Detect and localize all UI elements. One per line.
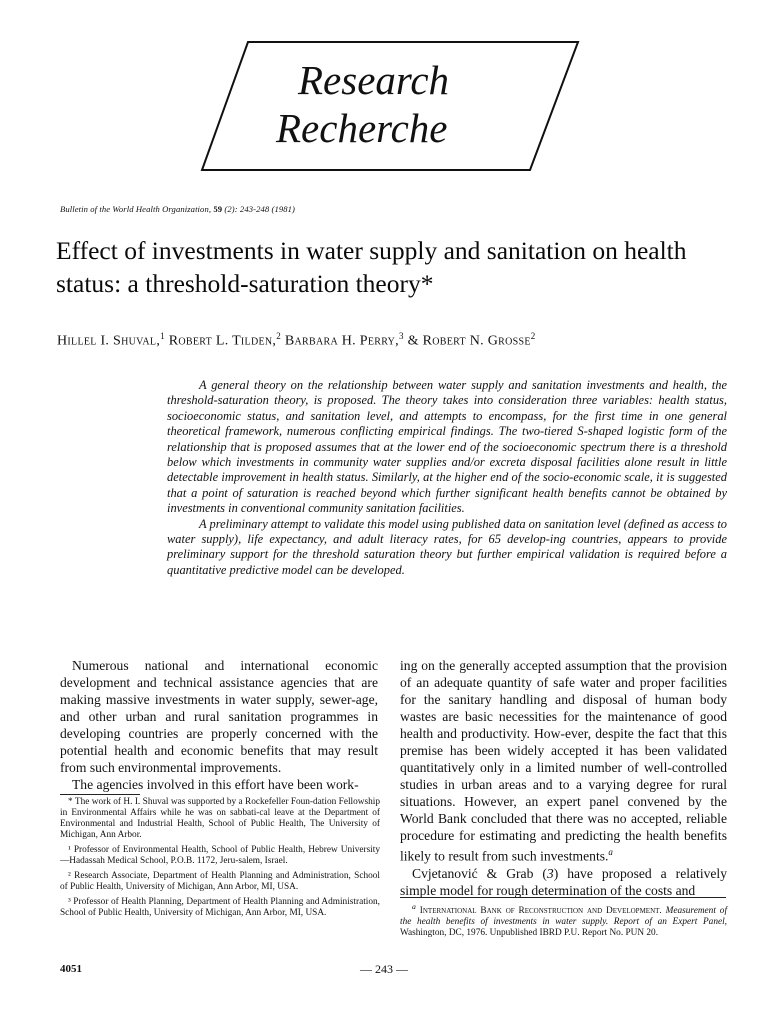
journal-volume: 59 [213,204,223,214]
reference-number: 3 [546,865,554,881]
body-paragraph [400,657,727,865]
journal-details: (2): 243-248 (1981) [224,204,296,214]
author-affiliation-mark: 2 [276,331,282,341]
footnote-title: Measurement of the health benefits of investments in water supply. Report of an Expert Panel, [400,906,728,928]
footnote-divider [60,794,140,795]
body-paragraph: Numerous national and international economic development and technical assistance agencies that are making massive investments in water supply, sewer-age, and other urban and rural sanitation programmes in developing countries are properly concerned with the potential health and economic benefits that may result from such environmental improvements. [60,658,378,775]
body-text: ing on the generally accepted assumption that the provision of an adequate quantity of safe water and proper facilities for the sanitary handling and disposal of human body wastes are basic necessities for the maintenance of good health and productivity. How-ever, despite the fact that this premise has been widely accepted it has been validated quantitatively only in a limited number of well-controlled studies in urban areas and to a varying degree for rural situations. However, an expert panel convened by the World Bank concluded that there was no accepted, reliable procedure for estimating and predicting the health benefits likely to result from such investments. [400,658,727,864]
footnotes-left [60,797,380,923]
author-affiliation-mark: 2 [530,331,536,341]
body-text: Cvjetanović & Grab ( [412,865,547,881]
author-list [57,331,737,350]
footnote: * The work of H. I. Shuval was supported by a Rockefeller Foun-dation Fellowship in Environmental Affairs while he was on sabbati-cal leave at the Department of Environmental and Industrial Health, School of Public Health, The University of Michigan, Ann Arbor. [60,797,380,840]
banner-title-english: Research [298,57,450,103]
body-paragraph: The agencies involved in this effort have been work- [72,777,359,792]
abstract [167,378,727,578]
body-text: ) have proposed a relatively simple model for rough determination of the costs and [400,865,728,898]
footnote-mark: a [608,847,613,857]
abstract-paragraph: A preliminary attempt to validate this model using published data on sanitation level (defined as access to water supply), life expectancy, and adult literacy rates, for 65 develop-ing countries, appears to provide preliminary support for the threshold saturation theory but further empirical validation is required before a quantitative predictive model can be developed. [167,516,727,577]
footnote-mark: a [412,902,416,911]
author-affiliation-mark: 3 [399,331,404,341]
page-number: — 243 — [360,962,408,976]
document-code: 4051 [60,963,82,975]
body-column-right [400,657,727,899]
footnote-right [400,901,727,939]
abstract-paragraph: A general theory on the relationship between water supply and sanitation investments and health, the threshold-saturation theory, is proposed. The theory takes into consideration three variables: health status, socioeconomic status, and sanitation level, and attempts to encompass, for the first time in one general theoretical framework, numerous conflicting empirical findings. The two-tiered S-shaped logistic form of the relationship that is proposed assumes that at the lower end of the socioeconomic spectrum there is a threshold below which investments in community water supplies and/or excreta disposal facilities alone result in little detectable improvement in health status. Similarly, at the higher end of the socio-economic scale, it is suggested that a point of saturation is reached beyond which further significant health benefits cannot be obtained by investments in conventional community sanitation facilities. [167,378,727,516]
author-name: & Robert N. Grosse [407,333,531,349]
author-affiliation-mark: 1 [160,331,165,341]
author-name: Robert L. Tilden, [168,333,277,349]
body-paragraph [400,865,727,899]
journal-name: Bulletin of the World Health Organization, [60,204,212,214]
footnote: ² Research Associate, Department of Health Planning and Administration, School of Public Health, University of Michigan, Ann Arbor, MI, USA. [60,871,380,892]
banner-title-french: Recherche [276,105,448,151]
footnote: ¹ Professor of Environmental Health, School of Public Health, Hebrew University—Hadassah Medical School, P.O.B. 1172, Jeru-salem, Israel. [60,845,380,866]
footnote-rest: Washington, DC, 1976. Unpublished IBRD P.U. Report No. PUN 20. [400,928,659,939]
author-name: Barbara H. Perry, [284,333,399,349]
footnote-org: International Bank of Reconstruction and Development. [419,906,662,917]
section-banner [200,38,580,174]
journal-citation [60,204,295,214]
body-column-left [60,657,378,793]
footnote [400,901,727,939]
author-name: Hillel I. Shuval, [57,333,161,349]
footnote: ³ Professor of Health Planning, Department of Health Planning and Administration, School of Public Health, University of Michigan, Ann Arbor, MI, USA. [60,897,380,918]
footnote-divider [400,897,726,898]
article-title: Effect of investments in water supply and sanitation on health status: a threshold-saturation theory* [56,236,687,298]
